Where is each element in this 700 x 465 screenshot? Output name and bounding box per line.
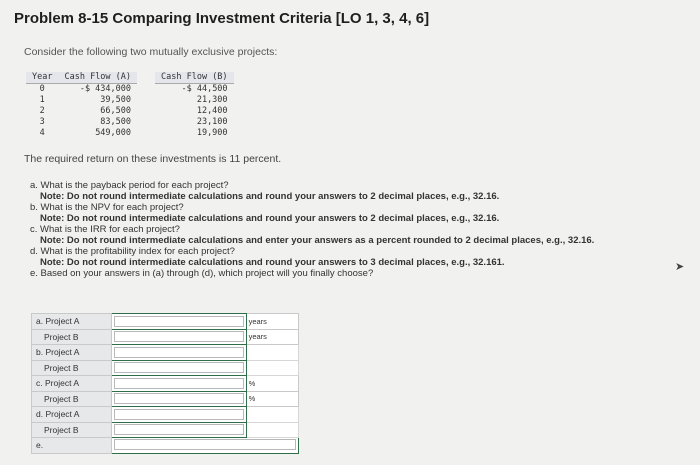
npv-b-input[interactable] — [114, 362, 244, 373]
table-row — [26, 94, 234, 105]
table-row — [26, 127, 234, 138]
intro-text: Consider the following two mutually exclusive projects: — [24, 46, 278, 58]
year-cell: 1 — [39, 94, 45, 105]
question-c-note: Note: Do not round intermediate calculations and enter your answers as a percent rounded to 2 decimal places, e.g., 32.16. — [40, 235, 595, 246]
answer-row — [32, 391, 299, 407]
answer-label: Project B — [32, 360, 112, 376]
project-choice-input[interactable] — [114, 439, 296, 450]
question-d: d. What is the profitability index for each project? — [30, 246, 235, 257]
answer-row — [32, 438, 299, 454]
header-year: Year — [26, 72, 58, 83]
mouse-cursor-icon: ➤ — [675, 261, 685, 273]
cash-flow-a-cell: 549,000 — [95, 127, 132, 138]
question-d-note: Note: Do not round intermediate calculations and round your answers to 3 decimal places, e.g., 32.161. — [40, 257, 505, 268]
year-cell: 0 — [39, 83, 45, 94]
table-row — [26, 116, 234, 127]
answer-label: e. — [32, 438, 112, 454]
year-cell: 3 — [39, 116, 45, 127]
pi-b-input[interactable] — [114, 424, 244, 435]
question-list — [30, 180, 594, 279]
answer-row — [32, 376, 299, 392]
question-b-note: Note: Do not round intermediate calculations and round your answers to 2 decimal places, e.g., 32.16. — [40, 213, 500, 224]
irr-a-input[interactable] — [114, 378, 244, 389]
irr-b-input[interactable] — [114, 393, 244, 404]
answer-label: b. Project A — [32, 345, 112, 361]
year-cell: 4 — [39, 127, 45, 138]
cash-flow-b-cell: -$ 44,500 — [181, 83, 228, 94]
question-b: b. What is the NPV for each project? — [30, 202, 184, 213]
npv-a-input[interactable] — [114, 347, 244, 358]
header-cash-flow-b: Cash Flow (B) — [155, 72, 234, 83]
cash-flow-b-cell: 12,400 — [196, 105, 228, 116]
cash-flow-a-cell: 39,500 — [100, 94, 132, 105]
unit-label: % — [246, 391, 298, 407]
answer-label: Project B — [32, 329, 112, 345]
cash-flow-b-cell: 23,100 — [196, 116, 228, 127]
table-row — [26, 83, 234, 94]
answer-grid — [31, 313, 299, 454]
question-c: c. What is the IRR for each project? — [30, 224, 180, 235]
answer-label: c. Project A — [32, 376, 112, 392]
question-a: a. What is the payback period for each project? — [30, 180, 229, 191]
answer-row — [32, 345, 299, 361]
answer-label: Project B — [32, 422, 112, 438]
answer-label: Project B — [32, 391, 112, 407]
cash-flow-b-cell: 19,900 — [196, 127, 228, 138]
cash-flow-a-cell: 66,500 — [100, 105, 132, 116]
answer-label: d. Project A — [32, 407, 112, 423]
answer-row — [32, 407, 299, 423]
answer-row — [32, 422, 299, 438]
cash-flow-table — [26, 72, 234, 138]
answer-row — [32, 314, 299, 330]
payback-b-input[interactable] — [114, 331, 244, 342]
unit-label: years — [246, 329, 298, 345]
cash-flow-b-cell: 21,300 — [196, 94, 228, 105]
pi-a-input[interactable] — [114, 409, 244, 420]
answer-row — [32, 329, 299, 345]
answer-row — [32, 360, 299, 376]
header-cash-flow-a: Cash Flow (A) — [58, 72, 137, 83]
payback-a-input[interactable] — [114, 316, 244, 327]
required-return-text: The required return on these investments is 11 percent. — [24, 153, 282, 165]
unit-label: years — [246, 314, 298, 330]
table-row — [26, 105, 234, 116]
question-e: e. Based on your answers in (a) through (d), which project will you finally choose? — [30, 268, 374, 279]
answer-label: a. Project A — [32, 314, 112, 330]
cash-flow-a-cell: -$ 434,000 — [79, 83, 132, 94]
unit-label: % — [246, 376, 298, 392]
year-cell: 2 — [39, 105, 45, 116]
problem-title: Problem 8-15 Comparing Investment Criteria [LO 1, 3, 4, 6] — [14, 10, 430, 27]
question-a-note: Note: Do not round intermediate calculations and round your answers to 2 decimal places, e.g., 32.16. — [40, 191, 500, 202]
cash-flow-a-cell: 83,500 — [100, 116, 132, 127]
